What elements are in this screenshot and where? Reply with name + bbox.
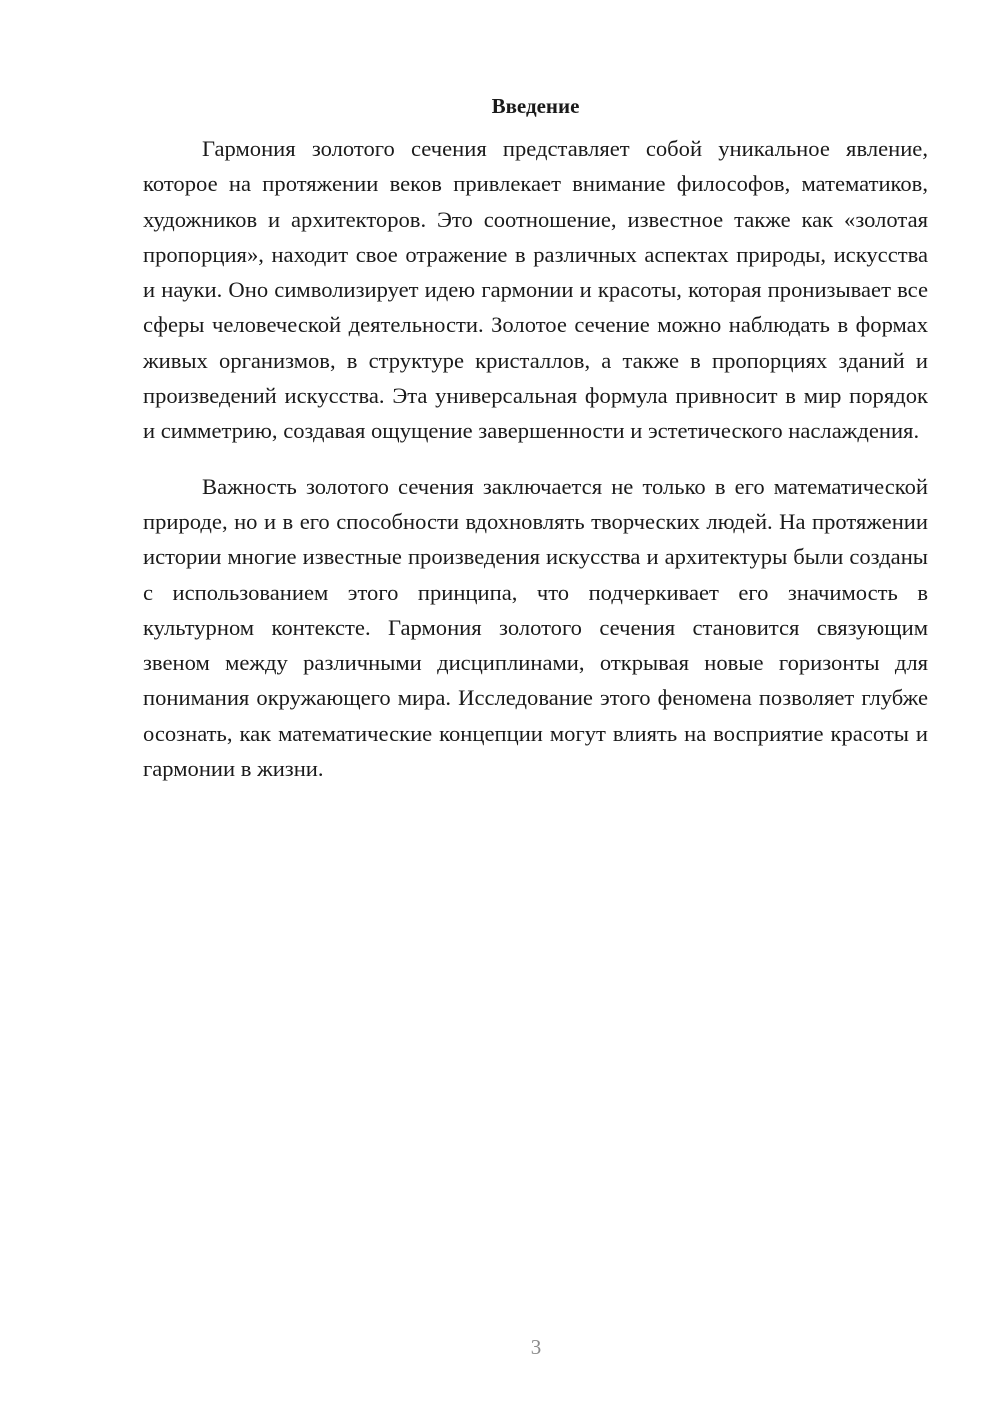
paragraph-1: Гармония золотого сечения представляет собой уникальное явление, которое на протяжении веков привлекает внимание философов, математиков, художников и архитекторов. Это соотношение, известное также как «золотая пропорция», находит свое отражение в различных аспектах природы, искусства и науки. Оно символизирует идею гармонии и красоты, которая пронизывает все сферы человеческой деятельности. Золотое сечение можно наблюдать в формах живых организмов, в структуре кристаллов, а также в пропорциях зданий и произведений искусства. Эта универсальная формула привносит в мир порядок и симметрию, создавая ощущение завершенности и эстетического наслаждения. [143, 136, 928, 444]
section-heading: Введение [491, 94, 580, 118]
page-content [143, 92, 928, 786]
page-number: 3 [530, 1335, 542, 1359]
paragraph-2: Важность золотого сечения заключается не только в его математической природе, но и в его способности вдохновлять творческих людей. На протяжении истории многие известные произведения искусства и архитектуры были созданы с использованием этого принципа, что подчеркивает его значимость в культурном контексте. Гармония золотого сечения становится связующим звеном между различными дисциплинами, открывая новые горизонты для понимания окружающего мира. Исследование этого феномена позволяет глубже осознать, как математические концепции могут влиять на восприятие красоты и гармонии в жизни. [143, 473, 928, 782]
